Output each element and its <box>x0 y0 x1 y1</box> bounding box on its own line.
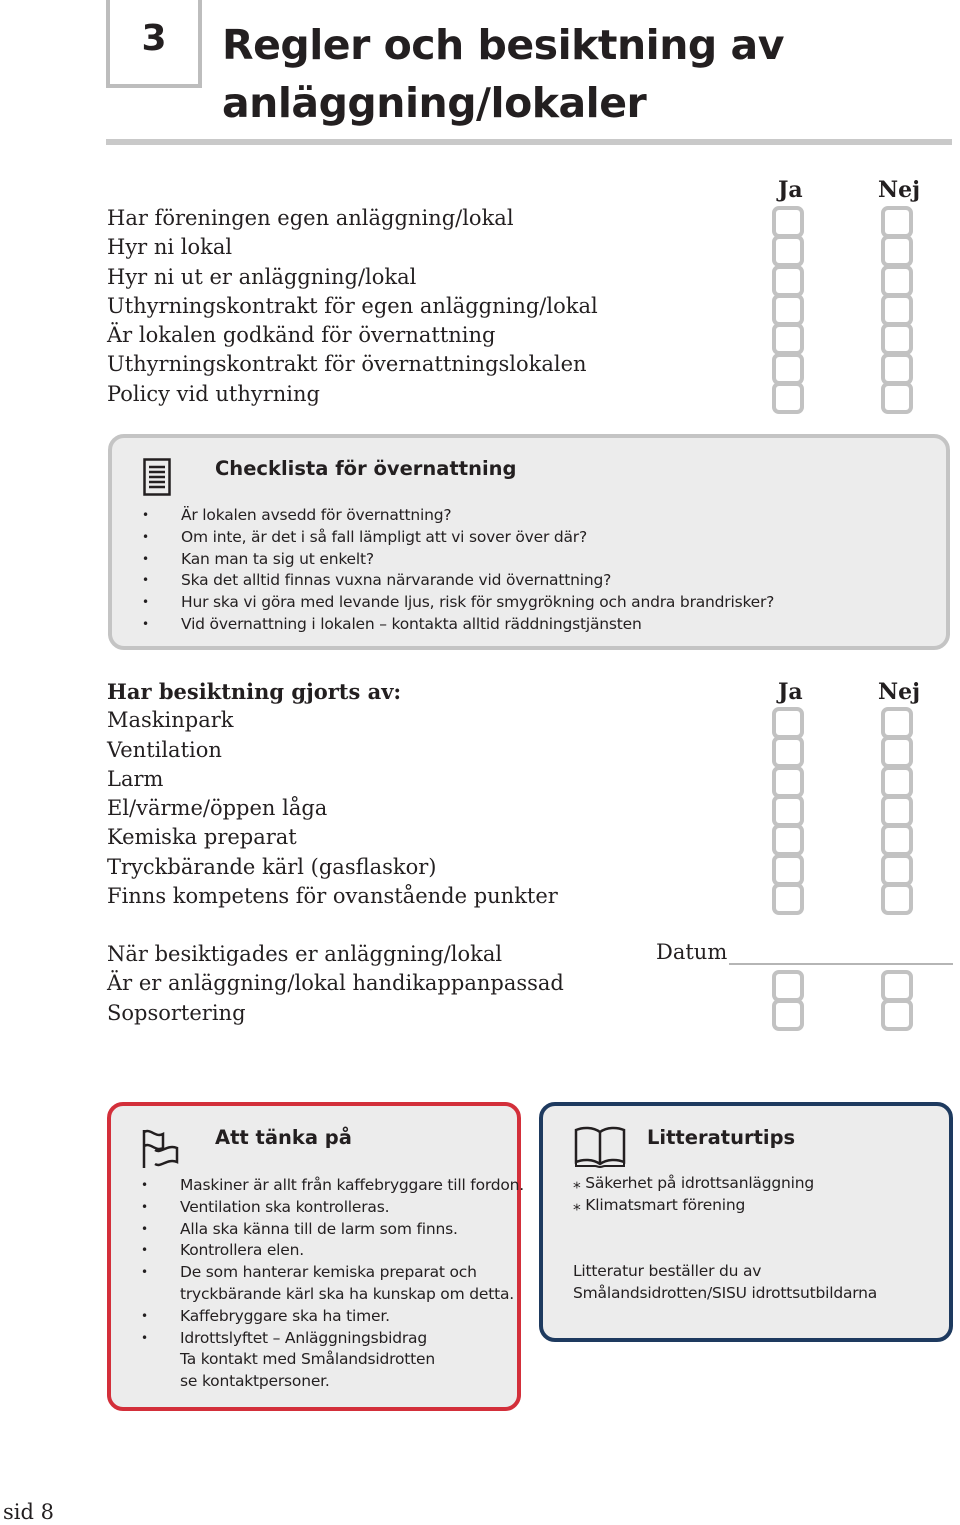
question-rental-contract: Uthyrningskontrakt för egen anläggning/lokal <box>107 293 598 318</box>
think-item-continuation: Ta kontakt med Smålandsidrotten <box>180 1350 435 1369</box>
think-item-continuation: tryckbärande kärl ska ha kunskap om detta. <box>180 1284 514 1303</box>
literature-item: ⁎ Klimatsmart förening <box>573 1196 746 1214</box>
checklist-item: • Hur ska vi göra med levande ljus, risk för smygrökning och andra brandrisker? <box>142 592 774 614</box>
inspection-item: El/värme/öppen låga <box>107 796 328 821</box>
inspection-item: Ventilation <box>107 737 222 762</box>
section1-no-checkbox[interactable] <box>881 235 913 267</box>
section2-no-checkbox[interactable] <box>881 795 913 827</box>
section2-no-checkbox[interactable] <box>881 883 913 915</box>
column-header-yes: Ja <box>778 177 803 203</box>
think-item: • Alla ska känna till de larm som finns. <box>141 1219 524 1241</box>
question-waste-sorting: Sopsortering <box>107 1000 246 1025</box>
section3-yes-checkbox[interactable] <box>772 999 804 1031</box>
think-item: • De som hanterar kemiska preparat och <box>141 1262 524 1284</box>
inspection-item: Larm <box>107 766 164 791</box>
section1-yes-checkbox[interactable] <box>772 294 804 326</box>
chapter-number-box <box>106 0 202 88</box>
think-item: • Idrottslyftet – Anläggningsbidrag <box>141 1328 524 1350</box>
section2-yes-checkbox[interactable] <box>772 854 804 886</box>
section1-no-checkbox[interactable] <box>881 294 913 326</box>
page-title <box>222 16 942 132</box>
question-last-inspected: När besiktigades er anläggning/lokal <box>107 942 503 966</box>
checklist-item: • Om inte, är det i så fall lämpligt att vi sover över där? <box>142 527 774 549</box>
checklist-item: • Vid övernattning i lokalen – kontakta alltid räddningstjänsten <box>142 614 774 636</box>
question-rent-out-facility: Hyr ni ut er anläggning/lokal <box>107 264 417 289</box>
section1-yes-checkbox[interactable] <box>772 206 804 238</box>
question-rent-premises: Hyr ni lokal <box>107 235 233 260</box>
overnight-checklist-panel <box>108 434 950 650</box>
section3-no-checkbox[interactable] <box>881 999 913 1031</box>
section2-no-checkbox[interactable] <box>881 766 913 798</box>
column-header-no: Nej <box>878 177 921 203</box>
page-title-line-2: anläggning/lokaler <box>222 79 647 127</box>
section2-yes-checkbox[interactable] <box>772 824 804 856</box>
things-to-consider-panel <box>107 1102 525 1411</box>
section3-no-checkbox[interactable] <box>881 970 913 1002</box>
literature-order-line-2: Smålandsidrotten/SISU idrottsutbildarna <box>573 1284 878 1302</box>
think-items <box>141 1175 524 1393</box>
question-own-facility: Har föreningen egen anläggning/lokal <box>107 206 514 230</box>
facility-extra-question-list <box>107 940 564 1028</box>
section1-yes-checkbox[interactable] <box>772 323 804 355</box>
think-item: • Kaffebryggare ska ha timer. <box>141 1306 524 1328</box>
inspection-item: Kemiska preparat <box>107 825 297 850</box>
checklist-title: Checklista för övernattning <box>215 457 517 480</box>
title-divider <box>106 139 952 145</box>
section1-no-checkbox[interactable] <box>881 206 913 238</box>
section2-yes-checkbox[interactable] <box>772 736 804 768</box>
think-item: • Ventilation ska kontrolleras. <box>141 1197 524 1219</box>
think-title: Att tänka på <box>215 1126 352 1149</box>
section1-no-checkbox[interactable] <box>881 353 913 385</box>
section1-yes-checkbox[interactable] <box>772 265 804 297</box>
section1-yes-checkbox[interactable] <box>772 382 804 414</box>
question-overnight-contract: Uthyrningskontrakt för övernattningslokalen <box>107 352 587 377</box>
section1-yes-checkbox[interactable] <box>772 353 804 385</box>
inspection-question-list <box>107 677 558 911</box>
literature-item: ⁎ Säkerhet på idrottsanläggning <box>573 1174 814 1192</box>
think-item: • Maskiner är allt från kaffebryggare till fordon. <box>141 1175 524 1197</box>
section2-yes-checkbox[interactable] <box>772 707 804 739</box>
literature-title: Litteraturtips <box>647 1126 796 1149</box>
section2-yes-checkbox[interactable] <box>772 883 804 915</box>
section1-no-checkbox[interactable] <box>881 323 913 355</box>
think-item-continuation: se kontaktpersoner. <box>180 1372 330 1391</box>
inspection-item: Maskinpark <box>107 708 234 733</box>
flag-icon <box>141 1128 181 1170</box>
column-header-no-2: Nej <box>878 679 921 705</box>
date-input-line[interactable] <box>729 963 953 965</box>
section2-no-checkbox[interactable] <box>881 736 913 768</box>
facility-question-list <box>107 204 598 409</box>
inspection-heading: Har besiktning gjorts av: <box>107 679 402 704</box>
checklist-items <box>142 505 774 636</box>
question-rental-policy: Policy vid uthyrning <box>107 381 320 406</box>
question-accessibility: Är er anläggning/lokal handikappanpassad <box>107 971 564 996</box>
section1-no-checkbox[interactable] <box>881 382 913 414</box>
checklist-item: • Kan man ta sig ut enkelt? <box>142 549 774 571</box>
section2-no-checkbox[interactable] <box>881 707 913 739</box>
page-number: sid 8 <box>3 1500 54 1524</box>
question-overnight-approved: Är lokalen godkänd för övernattning <box>107 323 496 348</box>
section2-yes-checkbox[interactable] <box>772 795 804 827</box>
section2-yes-checkbox[interactable] <box>772 766 804 798</box>
literature-order-line-1: Litteratur beställer du av <box>573 1262 762 1280</box>
page-title-line-1: Regler och besiktning av <box>222 21 784 69</box>
inspection-item: Finns kompetens för ovanstående punkter <box>107 884 558 909</box>
checklist-icon <box>143 458 171 496</box>
literature-tips-panel <box>539 1102 953 1342</box>
checklist-item: • Ska det alltid finnas vuxna närvarande vid övernattning? <box>142 570 774 592</box>
date-label: Datum <box>656 940 728 964</box>
book-icon <box>573 1126 627 1168</box>
think-item: • Kontrollera elen. <box>141 1240 524 1262</box>
section3-yes-checkbox[interactable] <box>772 970 804 1002</box>
chapter-number: 3 <box>141 18 167 59</box>
section2-no-checkbox[interactable] <box>881 824 913 856</box>
section1-yes-checkbox[interactable] <box>772 235 804 267</box>
section2-no-checkbox[interactable] <box>881 854 913 886</box>
column-header-yes-2: Ja <box>778 679 803 705</box>
inspection-item: Tryckbärande kärl (gasflaskor) <box>107 854 437 879</box>
section1-no-checkbox[interactable] <box>881 265 913 297</box>
checklist-item: • Är lokalen avsedd för övernattning? <box>142 505 774 527</box>
